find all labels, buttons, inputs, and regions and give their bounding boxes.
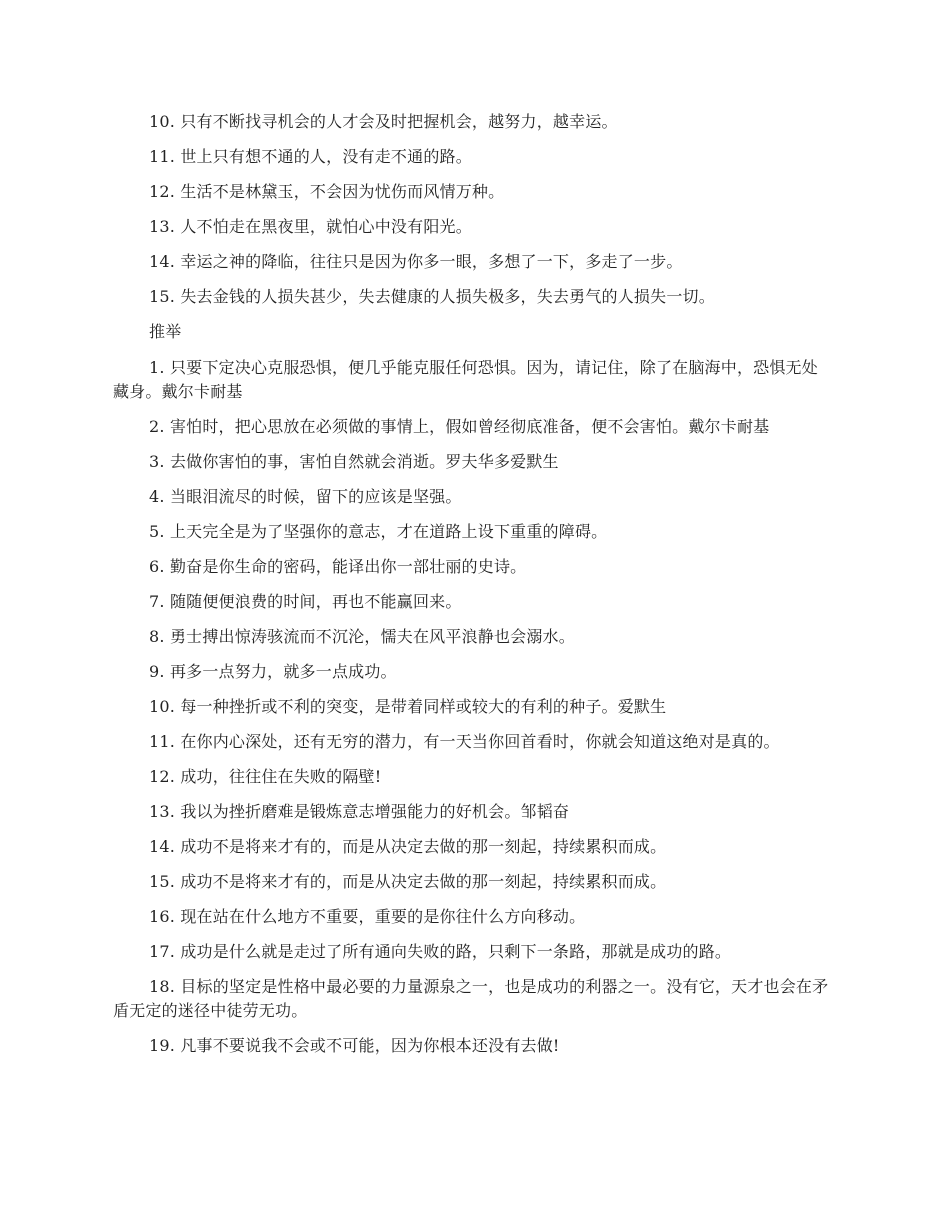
paragraph: 6. 勤奋是你生命的密码，能译出你一部壮丽的史诗。 [149,557,527,576]
paragraph: 12. 生活不是林黛玉，不会因为忧伤而风情万种。 [149,182,505,201]
paragraph: 9. 再多一点努力，就多一点成功。 [149,662,397,681]
paragraph: 14. 成功不是将来才有的，而是从决定去做的那一刻起，持续累积而成。 [149,837,667,856]
paragraph: 15. 失去金钱的人损失甚少，失去健康的人损失极多，失去勇气的人损失一切。 [149,287,715,306]
paragraph: 13. 我以为挫折磨难是锻炼意志增强能力的好机会。邹韬奋 [149,802,570,821]
document-body [113,110,833,1069]
paragraph: 2. 害怕时，把心思放在必须做的事情上，假如曾经彻底准备，便不会害怕。戴尔卡耐基 [149,417,770,436]
paragraph: 12. 成功，往往住在失败的隔壁! [149,767,382,786]
paragraph: 19. 凡事不要说我不会或不可能，因为你根本还没有去做! [149,1036,560,1055]
paragraph: 18. 目标的坚定是性格中最必要的力量源泉之一，也是成功的利器之一。没有它，天才也会在矛盾无定的迷径中徒劳无功。 [113,977,829,1020]
paragraph: 15. 成功不是将来才有的，而是从决定去做的那一刻起，持续累积而成。 [149,872,667,891]
paragraph: 10. 每一种挫折或不利的突变，是带着同样或较大的有利的种子。爱默生 [149,697,667,716]
paragraph: 11. 在你内心深处，还有无穷的潜力，有一天当你回首看时，你就会知道这绝对是真的。 [149,732,780,751]
paragraph: 5. 上天完全是为了坚强你的意志，才在道路上设下重重的障碍。 [149,522,608,541]
paragraph: 8. 勇士搏出惊涛骇流而不沉沦，懦夫在风平浪静也会溺水。 [149,627,575,646]
paragraph: 14. 幸运之神的降临，往往只是因为你多一眼，多想了一下，多走了一步。 [149,252,683,271]
paragraph: 4. 当眼泪流尽的时候，留下的应该是坚强。 [149,487,462,506]
paragraph: 3. 去做你害怕的事，害怕自然就会消逝。罗夫华多爱默生 [149,452,559,471]
paragraph: 10. 只有不断找寻机会的人才会及时把握机会，越努力，越幸运。 [149,112,618,131]
paragraph: 11. 世上只有想不通的人，没有走不通的路。 [149,147,472,166]
paragraph: 16. 现在站在什么地方不重要，重要的是你往什么方向移动。 [149,907,586,926]
paragraph: 13. 人不怕走在黑夜里，就怕心中没有阳光。 [149,217,472,236]
paragraph: 17. 成功是什么就是走过了所有通向失败的路，只剩下一条路，那就是成功的路。 [149,942,732,961]
section-heading: 推举 [149,322,182,341]
paragraph: 1. 只要下定决心克服恐惧，便几乎能克服任何恐惧。因为，请记住，除了在脑海中，恐惧无处藏身。戴尔卡耐基 [113,358,818,401]
paragraph: 7. 随随便便浪费的时间，再也不能赢回来。 [149,592,462,611]
